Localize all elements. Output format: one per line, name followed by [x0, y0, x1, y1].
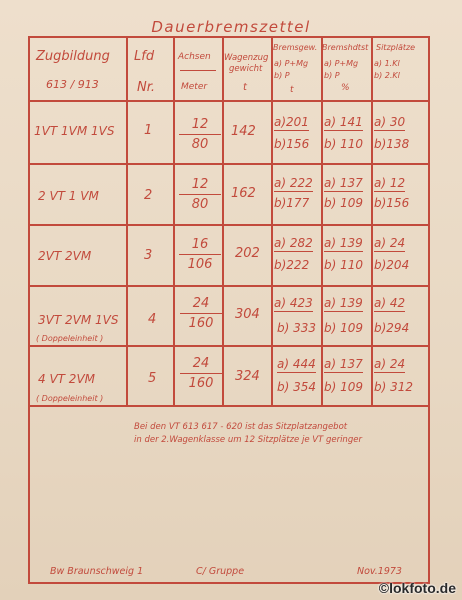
column-divider — [271, 37, 273, 405]
table-frame — [28, 36, 430, 584]
row-bremsgew-a: a) 222 — [274, 176, 313, 190]
document-title: Dauerbremszettel — [151, 18, 311, 36]
row-zugbildung: 3VT 2VM 1VS — [38, 313, 119, 327]
header-gewicht-unit: t — [243, 82, 247, 93]
row-zugbildung: 2 VT 1 VM — [38, 189, 99, 203]
row-bremsgew-a: a)201 — [274, 115, 309, 129]
header-bremsgew: Bremsgew. — [273, 43, 318, 52]
row-gewicht: 202 — [235, 246, 260, 261]
row-achsen-meter — [176, 296, 226, 331]
row-nr: 1 — [144, 123, 153, 138]
row-bremsgew-b: b) 354 — [277, 380, 317, 394]
fraction-bar — [180, 313, 222, 314]
row-sitzplaetze-a: a) 24 — [374, 357, 406, 371]
header-bremsgew-unit: t — [290, 85, 294, 95]
row-divider — [29, 405, 429, 407]
row-sitzplaetze-b: b)294 — [374, 321, 410, 335]
column-divider — [371, 37, 373, 405]
header-nr: Nr. — [137, 80, 156, 95]
header-bremshdtst-b: b) P — [324, 71, 340, 80]
row-achsen-meter — [176, 356, 226, 391]
row-achsen: 16 — [191, 237, 209, 252]
row-bremsgew-b: b) 333 — [277, 321, 317, 335]
column-divider — [222, 37, 224, 405]
header-lfd: Lfd — [134, 49, 155, 64]
row-nr: 4 — [148, 312, 157, 327]
row-bremshdtst-b: b) 109 — [324, 380, 364, 394]
row-sitzplaetze-b: b)156 — [374, 196, 410, 210]
row-gewicht: 142 — [231, 124, 256, 139]
row-sitzplaetze-b: b)204 — [374, 258, 410, 272]
row-divider — [29, 100, 429, 102]
row-bremsgew-b: b)222 — [274, 258, 310, 272]
row-bremsgew-a: a) 282 — [274, 236, 313, 250]
row-sitzplaetze-a: a) 24 — [374, 236, 406, 250]
row-sitzplaetze-a: a) 30 — [374, 115, 406, 129]
footnote-line-1: Bei den VT 613 617 - 620 ist das Sitzplatzangebot — [134, 422, 348, 432]
row-meter: 80 — [191, 137, 209, 153]
row-bremshdtst-a: a) 139 — [324, 296, 363, 310]
header-bremshdtst: Bremshdtst — [322, 43, 369, 52]
header-bremsgew-b: b) P — [274, 71, 290, 80]
fraction-bar — [179, 194, 221, 195]
header-sitzplaetze: Sitzplätze — [376, 43, 416, 52]
row-meter: 106 — [187, 257, 213, 273]
header-gewicht: gewicht — [229, 64, 263, 74]
row-achsen: 12 — [191, 117, 209, 132]
header-bremsgew-a: a) P+Mg — [274, 59, 309, 68]
fraction-bar — [179, 254, 221, 255]
row-achsen: 24 — [192, 356, 210, 371]
footnote-line-2: in der 2.Wagenklasse um 12 Sitzplätze je VT geringer — [134, 435, 362, 445]
row-bremshdtst-a: a) 137 — [324, 176, 363, 190]
header-wagenzug: Wagenzug — [224, 53, 269, 63]
header-bremshdtst-a: a) P+Mg — [324, 59, 359, 68]
row-sitzplaetze-b: b) 312 — [374, 380, 414, 394]
row-meter: 160 — [188, 376, 214, 392]
column-divider — [173, 37, 175, 405]
footer-group: C/ Gruppe — [196, 566, 245, 577]
fraction-bar — [179, 134, 221, 135]
row-achsen: 12 — [191, 177, 209, 192]
row-bremshdtst-b: b) 109 — [324, 196, 364, 210]
row-achsen-meter — [175, 237, 225, 272]
row-divider — [29, 163, 429, 165]
row-bremsgew-a: a) 444 — [277, 357, 316, 371]
header-bremshdtst-unit: % — [341, 83, 350, 93]
row-zugbildung: 1VT 1VM 1VS — [34, 124, 115, 138]
row-zugbildung: 2VT 2VM — [38, 249, 92, 263]
row-bremshdtst-b: b) 109 — [324, 321, 364, 335]
footnote — [134, 421, 454, 447]
row-achsen-meter — [175, 177, 225, 212]
row-nr: 3 — [144, 248, 153, 263]
fraction-bar — [180, 373, 222, 374]
row-meter: 80 — [191, 197, 209, 213]
row-nr: 2 — [144, 188, 153, 203]
row-bremshdtst-a: a) 141 — [324, 115, 363, 129]
header-sitzplaetze-b: b) 2.Kl — [374, 71, 400, 80]
row-gewicht: 162 — [231, 186, 256, 201]
row-zugbildung: 4 VT 2VM — [38, 372, 95, 386]
row-bremsgew-b: b)156 — [274, 137, 310, 151]
row-bremsgew-a: a) 423 — [274, 296, 313, 310]
header-sitzplaetze-a: a) 1.Kl — [374, 59, 400, 68]
header-achsen-rule — [180, 70, 216, 71]
row-gewicht: 324 — [235, 369, 260, 384]
column-divider — [321, 37, 323, 405]
header-meter: Meter — [181, 82, 208, 92]
row-gewicht: 304 — [235, 307, 260, 322]
row-bremshdtst-a: a) 139 — [324, 236, 363, 250]
row-sitzplaetze-a: a) 12 — [374, 176, 406, 190]
row-meter: 160 — [188, 316, 214, 332]
row-divider — [29, 345, 429, 347]
footer-depot: Bw Braunschweig 1 — [50, 566, 144, 577]
column-divider — [126, 37, 128, 405]
row-bremsgew-b: b)177 — [274, 196, 310, 210]
row-bremshdtst-a: a) 137 — [324, 357, 363, 371]
row-achsen-meter — [175, 117, 225, 152]
header-achsen: Achsen — [178, 52, 211, 62]
row-doppeleinheit: ( Doppeleinheit ) — [36, 394, 104, 403]
row-divider — [29, 224, 429, 226]
row-divider — [29, 285, 429, 287]
watermark: ©lokfoto.de — [378, 580, 456, 596]
header-zugbildung-sub: 613 / 913 — [46, 78, 99, 91]
row-nr: 5 — [148, 371, 157, 386]
row-achsen: 24 — [192, 296, 210, 311]
row-doppeleinheit: ( Doppeleinheit ) — [36, 334, 104, 343]
row-bremshdtst-b: b) 110 — [324, 258, 364, 272]
row-sitzplaetze-b: b)138 — [374, 137, 410, 151]
footer-date: Nov.1973 — [357, 566, 402, 577]
header-zugbildung: Zugbildung — [36, 49, 110, 64]
row-sitzplaetze-a: a) 42 — [374, 296, 406, 310]
row-bremshdtst-b: b) 110 — [324, 137, 364, 151]
